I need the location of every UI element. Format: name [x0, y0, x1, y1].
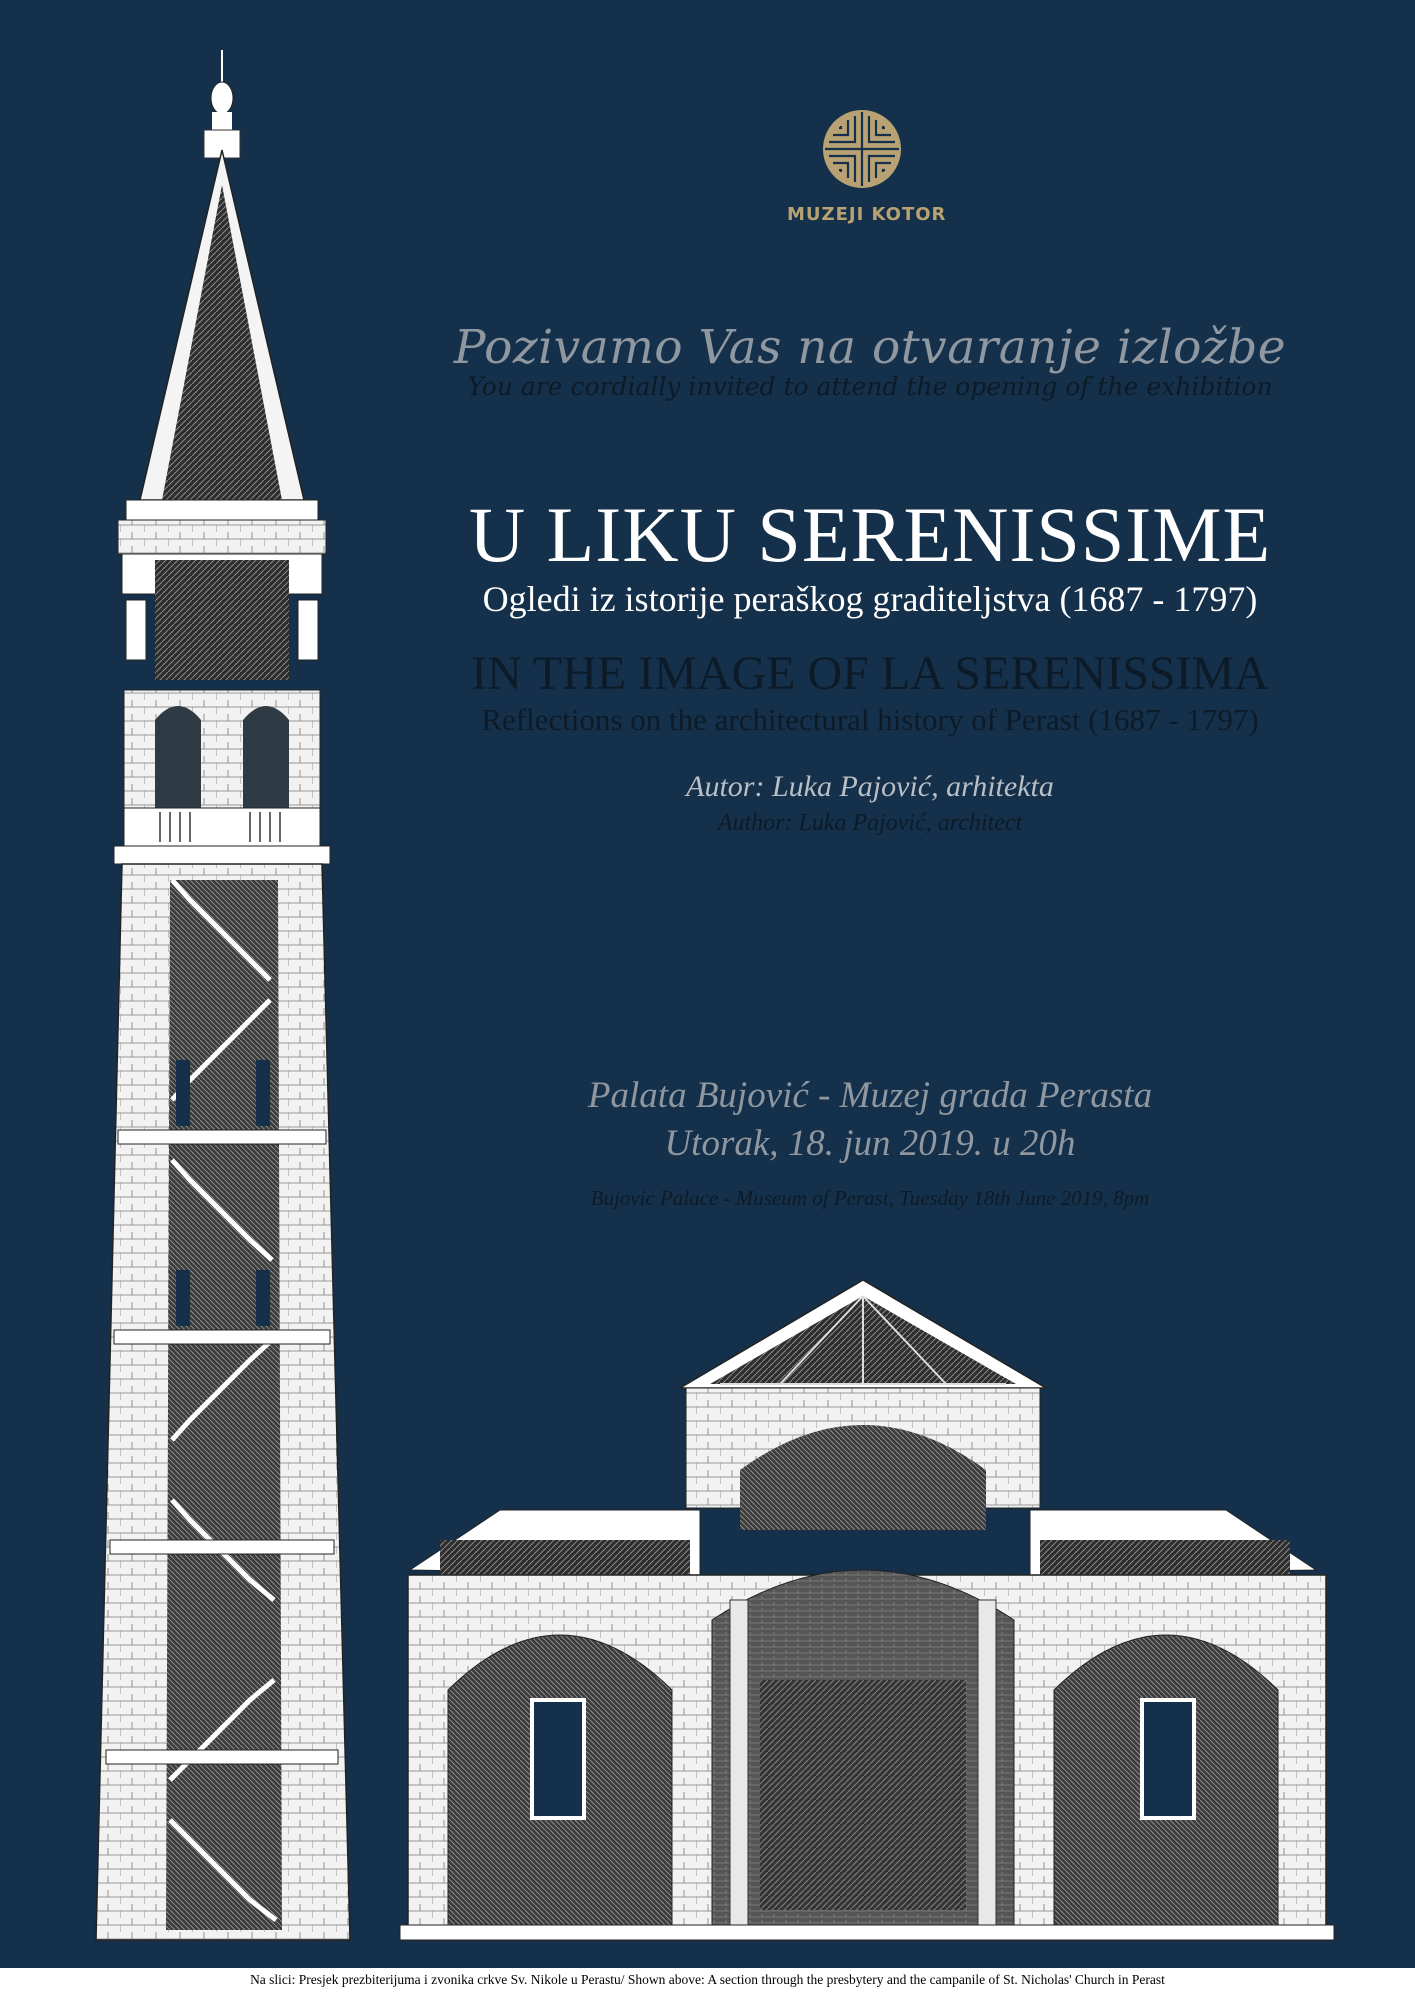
cross-emblem-icon	[821, 108, 903, 190]
event-date-local: Utorak, 18. jun 2019. u 20h	[664, 1123, 1076, 1164]
logo-name: MUZEJI KOTOR	[787, 204, 947, 225]
campanile-drawing	[96, 50, 350, 1940]
exhibition-subtitle-english: Reflections on the architectural history of Perast (1687 - 1797)	[481, 702, 1259, 737]
exhibition-subtitle-local: Ogledi iz istorije peraškog graditeljstva (1687 - 1797)	[482, 579, 1258, 619]
muzeji-kotor-logo	[787, 108, 947, 225]
author-local: Autor: Luka Pajović, arhitekta	[686, 770, 1054, 803]
event-venue-local: Palata Bujović - Muzej grada Perasta	[587, 1075, 1153, 1116]
exhibition-title-local: U LIKU SERENISSIME	[468, 491, 1272, 578]
invitation-local: Pozivamo Vas na otvaranje izložbe	[453, 320, 1287, 375]
event-details-english: Bujovic Palace - Museum of Perast, Tuesday 18th June 2019, 8pm	[590, 1186, 1150, 1210]
invitation-english: You are cordially invited to attend the opening of the exhibition	[467, 372, 1273, 401]
exhibition-title-english: IN THE IMAGE OF LA SERENISSIMA	[471, 647, 1269, 700]
author-english: Author: Luka Pajović, architect	[717, 810, 1023, 836]
church-section-drawing	[400, 1280, 1334, 1940]
image-caption: Na slici: Presjek prezbiterijuma i zvonika crkve Sv. Nikole u Perastu/ Shown above: A section through the presbytery and the campanile of St. Nicholas' Church in Perast	[250, 1972, 1165, 1987]
